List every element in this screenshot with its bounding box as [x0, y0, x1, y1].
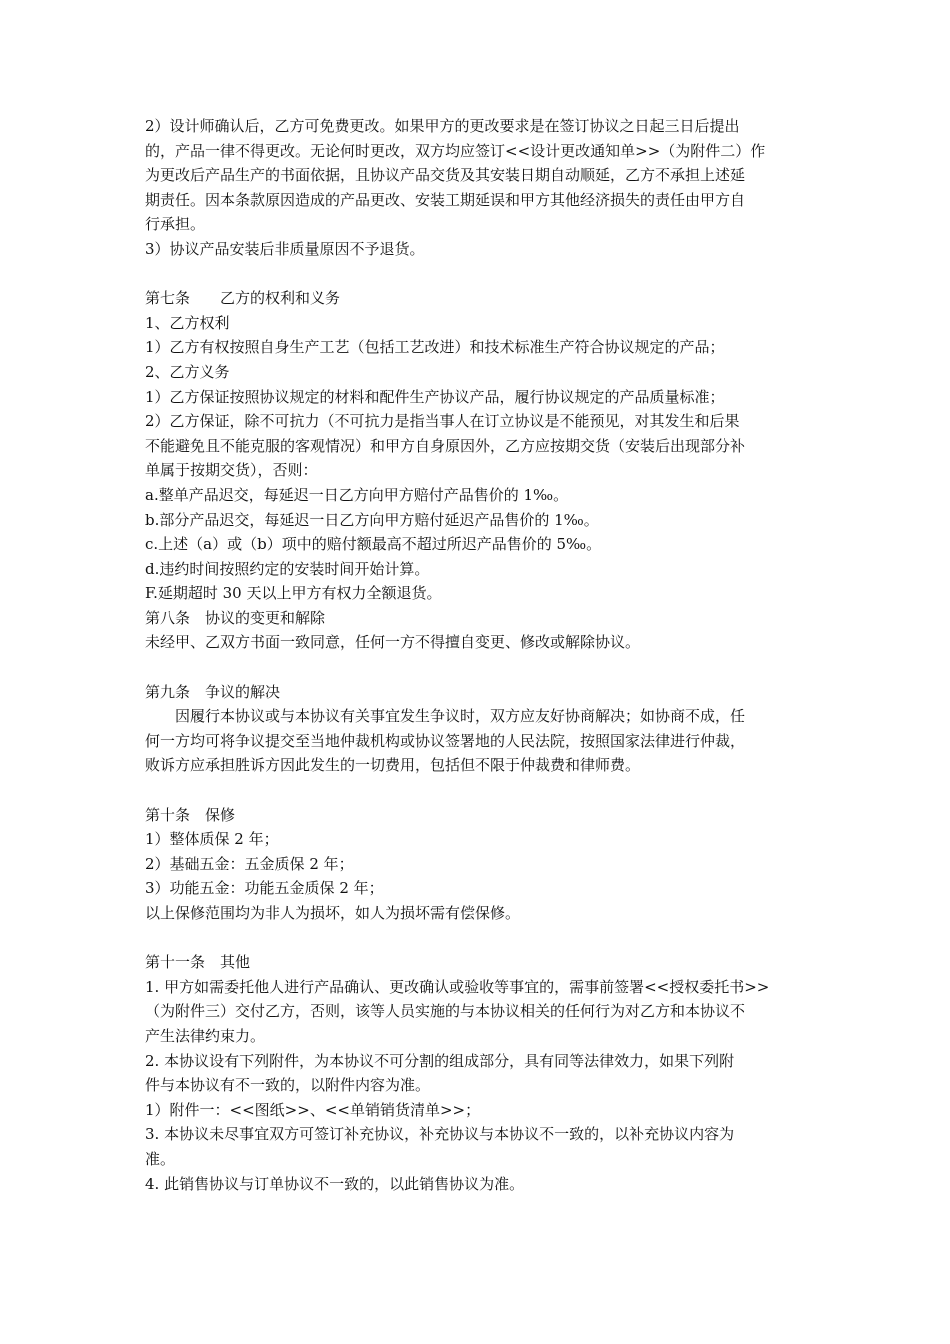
text-line: 件与本协议有不一致的，以附件内容为准。	[145, 1076, 431, 1095]
text-line: 2、乙方义务	[145, 362, 230, 381]
text-line: 1）乙方保证按照协议规定的材料和配件生产协议产品，履行协议规定的产品质量标准；	[145, 387, 725, 406]
text-line: 行承担。	[145, 215, 206, 234]
text-line: 1、乙方权利	[145, 313, 230, 332]
text-line: 2. 本协议设有下列附件，为本协议不可分割的组成部分，具有同等法律效力，如果下列附	[145, 1051, 735, 1070]
text-line: 的，产品一律不得更改。无论何时更改，双方均应签订<<设计更改通知单>>（为附件二）作	[145, 141, 766, 160]
text-line: 未经甲、乙双方书面一致同意，任何一方不得擅自变更、修改或解除协议。	[145, 633, 641, 652]
text-line: b.部分产品迟交，每延迟一日乙方向甲方赔付延迟产品售价的 1‰。	[145, 510, 599, 529]
section-heading: 第十一条 其他	[145, 953, 251, 972]
text-line: 何一方均可将争议提交至当地仲裁机构或协议签署地的人民法院，按照国家法律进行仲裁，	[145, 731, 746, 750]
text-line: F.延期超时 30 天以上甲方有权力全额退货。	[145, 584, 442, 603]
text-line: 2）设计师确认后，乙方可免费更改。如果甲方的更改要求是在签订协议之日起三日后提出	[145, 117, 740, 135]
text-line: 4. 此销售协议与订单协议不一致的，以此销售协议为准。	[145, 1174, 525, 1193]
text-line: 1）整体质保 2 年；	[145, 830, 279, 849]
text-line: c.上述（a）或（b）项中的赔付额最高不超过所迟产品售价的 5‰。	[145, 535, 602, 554]
text-line: 2）基础五金：五金质保 2 年；	[145, 854, 354, 873]
text-line: 单属于按期交货），否则：	[145, 461, 318, 480]
text-line: 准。	[145, 1149, 176, 1168]
blank-line	[145, 262, 810, 287]
text-line: d.违约时间按照约定的安装时间开始计算。	[145, 559, 430, 578]
text-line: 3）协议产品安装后非质量原因不予退货。	[145, 239, 425, 258]
text-line: 不能避免且不能克服的客观情况）和甲方自身原因外，乙方应按期交货（安装后出现部分补	[145, 436, 746, 455]
blank-line	[145, 778, 810, 803]
blank-line	[145, 926, 810, 951]
section-heading: 第七条 乙方的权利和义务	[145, 289, 341, 308]
text-line: 1. 甲方如需委托他人进行产品确认、更改确认或验收等事宜的，需事前签署<<授权委托书>>	[145, 977, 770, 996]
text-line: 以上保修范围均为非人为损坏，如人为损坏需有偿保修。	[145, 904, 521, 922]
section-heading: 第八条 协议的变更和解除	[145, 608, 326, 627]
text-line: 3. 本协议未尽事宜双方可签订补充协议，补充协议与本协议不一致的，以补充协议内容为	[145, 1125, 735, 1144]
section-heading: 第九条 争议的解决	[145, 682, 281, 701]
text-line: （为附件三）交付乙方，否则，该等人员实施的与本协议相关的任何行为对乙方和本协议不	[145, 1002, 746, 1021]
blank-line	[145, 655, 810, 680]
text-line: 1）乙方有权按照自身生产工艺（包括工艺改进）和技术标准生产符合协议规定的产品；	[145, 338, 725, 357]
text-line: 1）附件一：<<图纸>>、<<单销销货清单>>；	[145, 1100, 481, 1119]
text-line: 败诉方应承担胜诉方因此发生的一切费用，包括但不限于仲裁费和律师费。	[145, 756, 641, 775]
text-line: 产生法律约束力。	[145, 1026, 266, 1045]
text-line: a.整单产品迟交，每延迟一日乙方向甲方赔付产品售价的 1‰。	[145, 485, 569, 504]
section-heading: 第十条 保修	[145, 805, 236, 824]
text-line: 2）乙方保证，除不可抗力（不可抗力是指当事人在订立协议是不能预见，对其发生和后果	[145, 412, 740, 431]
text-line: 因履行本协议或与本协议有关事宜发生争议时，双方应友好协商解决；如协商不成，任	[175, 707, 746, 726]
text-line: 为更改后产品生产的书面依据，且协议产品交货及其安装日期自动顺延，乙方不承担上述延	[145, 166, 746, 185]
document-body	[145, 114, 810, 1196]
text-line: 期责任。因本条款原因造成的产品更改、安装工期延误和甲方其他经济损失的责任由甲方自	[145, 190, 746, 209]
text-line: 3）功能五金：功能五金质保 2 年；	[145, 879, 384, 898]
